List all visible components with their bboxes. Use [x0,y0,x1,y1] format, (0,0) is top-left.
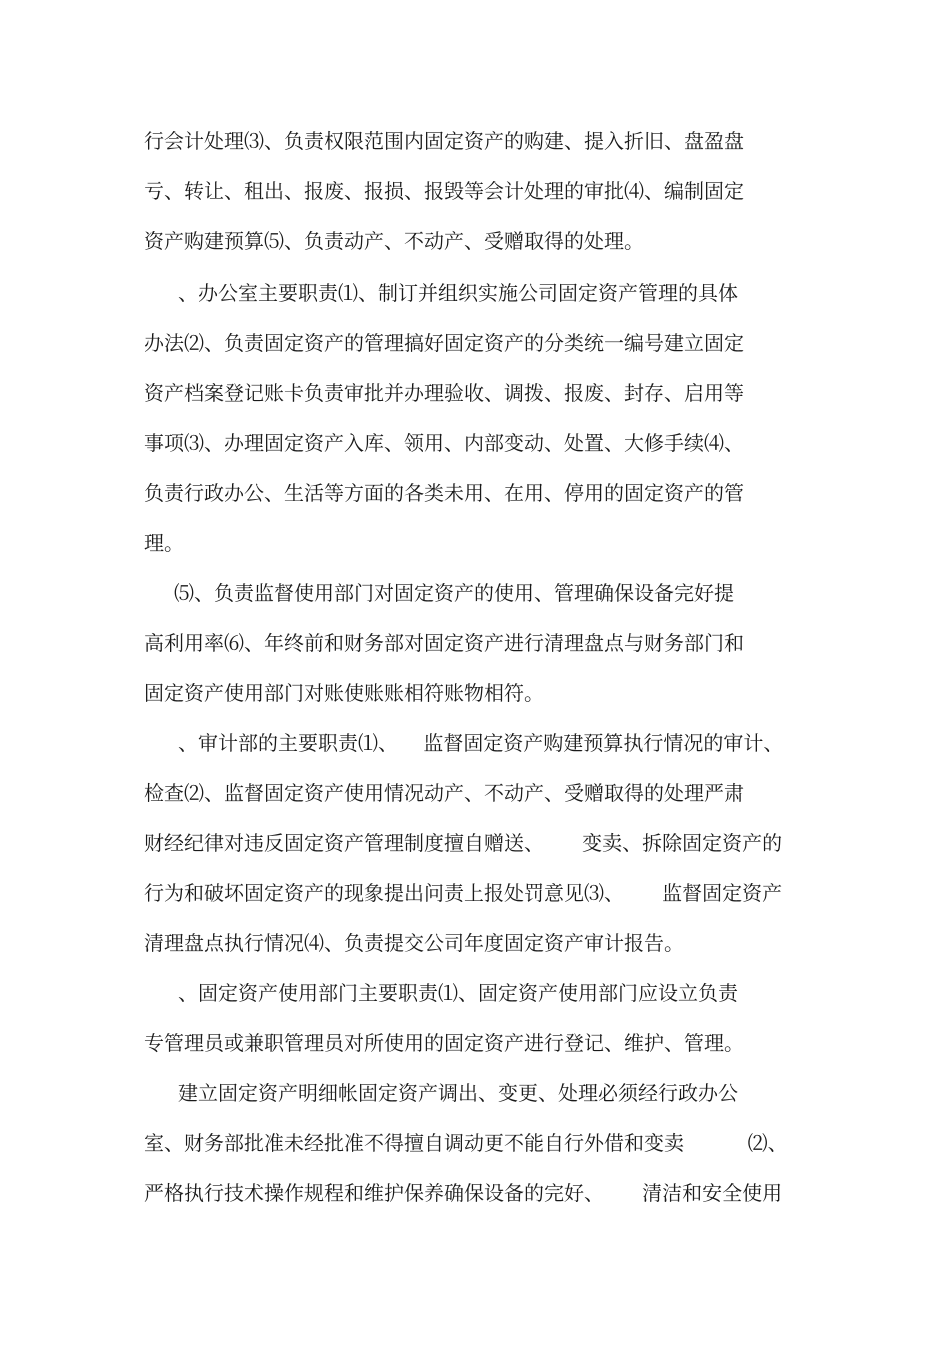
text-line: 资产档案登记账卡负责审批并办理验收、调拨、报废、封存、启用等 [144,381,744,405]
text-line: 、办公室主要职责⑴、制订并组织实施公司固定资产管理的具体 [178,281,738,305]
text-line: ⑸、负责监督使用部门对固定资产的使用、管理确保设备完好提 [174,581,734,605]
text-line: 严格执行技术操作规程和维护保养确保设备的完好、 清洁和安全使用 [144,1181,783,1205]
text-line: 行会计处理⑶、负责权限范围内固定资产的购建、提入折旧、盘盈盘 [144,129,744,153]
text-line: 检查⑵、监督固定资产使用情况动产、不动产、受赠取得的处理严肃 [144,781,744,805]
text-line: 、审计部的主要职责⑴、 监督固定资产购建预算执行情况的审计、 [178,731,784,755]
text-line: 室、财务部批准未经批准不得擅自调动更不能自行外借和变卖 ⑵、 [144,1131,788,1155]
text-line: 专管理员或兼职管理员对所使用的固定资产进行登记、维护、管理。 [144,1031,744,1055]
text-line: 建立固定资产明细帐固定资产调出、变更、处理必须经行政办公 [178,1081,738,1105]
text-line: 高利用率⑹、年终前和财务部对固定资产进行清理盘点与财务部门和 [144,631,744,655]
text-line: 事项⑶、办理固定资产入库、领用、内部变动、处置、大修手续⑷、 [144,431,744,455]
text-line: 负责行政办公、生活等方面的各类未用、在用、停用的固定资产的管 [144,481,744,505]
text-line: 财经纪律对违反固定资产管理制度擅自赠送、 变卖、拆除固定资产的 [144,831,783,855]
text-line: 理。 [144,531,184,555]
text-line: 资产购建预算⑸、负责动产、不动产、受赠取得的处理。 [144,229,644,253]
text-line: 办法⑵、负责固定资产的管理搞好固定资产的分类统一编号建立固定 [144,331,744,355]
text-line: 清理盘点执行情况⑷、负责提交公司年度固定资产审计报告。 [144,931,684,955]
text-line: 、固定资产使用部门主要职责⑴、固定资产使用部门应设立负责 [178,981,738,1005]
text-line: 行为和破坏固定资产的现象提出问责上报处罚意见⑶、 监督固定资产 [144,881,783,905]
text-line: 亏、转让、租出、报废、报损、报毁等会计处理的审批⑷、编制固定 [144,179,744,203]
text-line: 固定资产使用部门对账使账账相符账物相符。 [144,681,544,705]
